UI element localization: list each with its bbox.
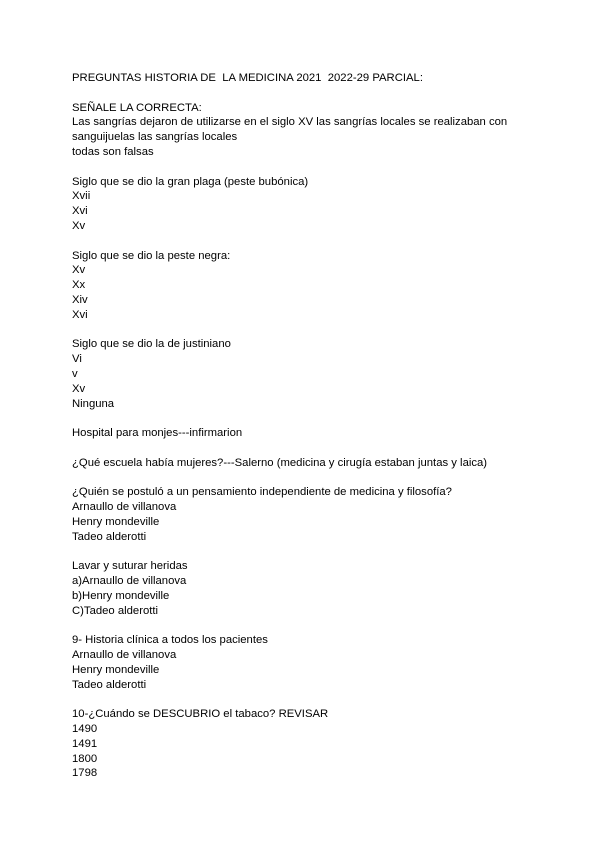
answer-option: Xiv <box>72 293 88 306</box>
answer-option: Xx <box>72 279 86 292</box>
answer-option: Xv <box>72 219 86 232</box>
answer-option: v <box>72 367 78 380</box>
question-text: ¿Qué escuela había mujeres?---Salerno (medicina y cirugía estaban juntas y laica) <box>72 456 488 469</box>
question-text: 9- Historia clínica a todos los pacientes <box>72 634 268 647</box>
section-escuela <box>72 456 542 471</box>
question-text: Siglo que se dio la peste negra: <box>72 249 231 262</box>
section-tabaco <box>72 707 542 781</box>
question-text: Siglo que se dio la gran plaga (peste bubónica) <box>72 175 309 188</box>
spacer <box>72 86 542 101</box>
section-senale <box>72 101 542 160</box>
spacer <box>72 160 542 175</box>
section-peste-negra <box>72 249 542 323</box>
spacer <box>72 618 542 633</box>
question-text: 10-¿Cuándo se DESCUBRIO el tabaco? REVISAR <box>72 708 329 721</box>
spacer <box>72 545 542 560</box>
spacer <box>72 323 542 338</box>
answer-option: Tadeo alderotti <box>72 678 147 691</box>
document-title: PREGUNTAS HISTORIA DE LA MEDICINA 2021 2022-29 PARCIAL: <box>72 72 423 84</box>
answer-option: Vi <box>72 353 82 366</box>
answer-option: Xvii <box>72 190 91 203</box>
answer-option: 1490 <box>72 723 98 736</box>
question-text: Hospital para monjes---infirmarion <box>72 427 243 440</box>
answer-option: Tadeo alderotti <box>72 530 147 543</box>
section-gran-plaga <box>72 175 542 234</box>
section-hospital <box>72 426 542 441</box>
question-text: Lavar y suturar heridas <box>72 560 188 573</box>
question-heading: SEÑALE LA CORRECTA: <box>72 101 202 114</box>
answer-option: 1798 <box>72 767 98 780</box>
spacer <box>72 692 542 707</box>
answer-option: todas son falsas <box>72 145 154 158</box>
spacer <box>72 471 542 486</box>
section-pensamiento <box>72 485 542 544</box>
spacer <box>72 234 542 249</box>
section-heridas <box>72 559 542 618</box>
answer-option: Henry mondeville <box>72 515 160 528</box>
question-text: ¿Quién se postuló a un pensamiento independiente de medicina y filosofía? <box>72 486 452 499</box>
question-text: Las sangrías dejaron de utilizarse en el siglo XV las sangrías locales se realizaban con sanguijuelas las sangrías locales <box>72 116 511 144</box>
answer-option: Xv <box>72 264 86 277</box>
answer-option: Xv <box>72 382 86 395</box>
spacer <box>72 411 542 426</box>
spacer <box>72 441 542 456</box>
answer-option: Xvi <box>72 205 88 218</box>
document-body <box>72 71 542 781</box>
section-historia-clinica <box>72 633 542 692</box>
answer-option: Arnaullo de villanova <box>72 649 177 662</box>
answer-option: Arnaullo de villanova <box>72 501 177 514</box>
answer-option: 1800 <box>72 752 98 765</box>
answer-option: b)Henry mondeville <box>72 589 170 602</box>
answer-option: 1491 <box>72 737 98 750</box>
question-text: Siglo que se dio la de justiniano <box>72 338 231 351</box>
answer-option: Xvi <box>72 308 88 321</box>
answer-option: Ninguna <box>72 397 115 410</box>
answer-option: Henry mondeville <box>72 663 160 676</box>
answer-option: a)Arnaullo de villanova <box>72 575 187 588</box>
answer-option: C)Tadeo alderotti <box>72 604 159 617</box>
section-justiniano <box>72 337 542 411</box>
